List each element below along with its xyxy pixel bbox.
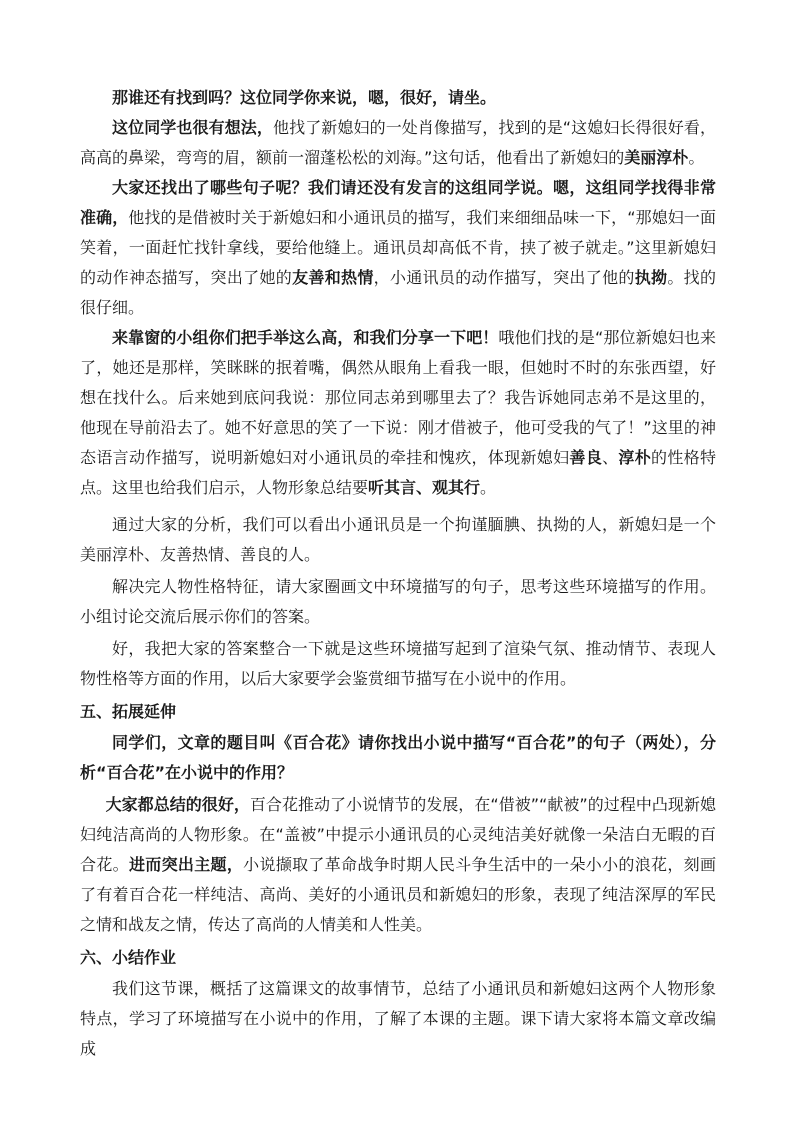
paragraph-8 <box>80 728 716 788</box>
paragraph-5-text: 通过大家的分析，我们可以看出小通讯员是一个拘谨腼腆、执拗的人，新媳妇是一个美丽淳朴、友善热情、善良的人。 <box>80 515 716 564</box>
paragraph-7-text: 好，我把大家的答案整合一下就是这些环境描写起到了渲染气氛、推动情节、表现人物性格等方面的作用，以后大家要学会鉴赏细节描写在小说中的作用。 <box>80 639 716 688</box>
paragraph-9-emphasis: 进而突出主题， <box>128 855 244 874</box>
paragraph-10 <box>80 974 716 1064</box>
paragraph-4-separator: 、 <box>602 448 619 467</box>
section-heading-6: 六、小结作业 <box>80 948 177 967</box>
paragraph-6-text: 解决完人物性格特征，请大家圈画文中环境描写的句子，思考这些环境描写的作用。小组讨论交流后展示你们的答案。 <box>80 577 716 626</box>
paragraph-3 <box>80 173 716 323</box>
paragraph-3-body: 他找的是借被时关于新媳妇和小通讯员的描写，我们来细细品味一下，“那媳妇一面笑着，一面赶忙找针拿线，要给他缝上。通讯员却高低不肯，挟了被子就走。”这里新媳妇的动作神态描写，突出了她的 <box>80 208 716 287</box>
paragraph-9 <box>80 790 716 940</box>
paragraph-10-text: 我们这节课，概括了这篇课文的故事情节，总结了小通讯员和新媳妇这两个人物形象特点，学习了环境描写在小说中的作用，了解了本课的主题。课下请大家将本篇文章改编成 <box>80 979 716 1058</box>
paragraph-2-lead: 这位同学也很有想法， <box>112 118 273 137</box>
paragraph-4 <box>80 323 716 503</box>
paragraph-4-body: 哦他们找的是“那位新媳妇也来了，她还是那样，笑眯眯的抿着嘴，偶然从眼角上看我一眼，但她时不时的东张西望，好想在找什么。后来她到底问我说：那位同志弟到哪里去了？我告诉她同志弟不是这里的，他现在导前沿去了。她不好意思的笑了一下说：刚才借被子，他可受我的气了！”这里的神态语言动作描写，说明新媳妇对小通讯员的牵挂和愧疚，体现新媳妇 <box>80 328 716 467</box>
paragraph-1 <box>80 83 716 113</box>
paragraph-3-emphasis-2: 执拗 <box>634 268 668 287</box>
paragraph-2-body: 他找了新媳妇的一处肖像描写，找到的是“这媳妇长得很好看，高高的鼻梁，弯弯的眉，额前一溜蓬松松的刘海。”这句话，他看出了新媳妇的 <box>80 118 716 167</box>
paragraph-3-lead: 大家还找出了哪些句子呢？我们请还没有发言的这组同学说。嗯，这组同学找得非常准确， <box>80 178 716 227</box>
paragraph-4-emphasis-2: 淳朴 <box>618 448 652 467</box>
paragraph-2-end: 。 <box>688 148 705 167</box>
paragraph-2-emphasis: 美丽淳朴 <box>624 148 689 167</box>
paragraph-4-mid: 的性格特点。这里也给我们启示，人物形象总结要 <box>80 448 716 497</box>
paragraph-4-lead: 来靠窗的小组你们把手举这么高，和我们分享一下吧！ <box>112 328 499 347</box>
section-heading-5: 五、拓展延伸 <box>80 702 177 721</box>
paragraph-4-emphasis-1: 善良 <box>569 448 603 467</box>
paragraph-7 <box>80 634 716 694</box>
paragraph-3-emphasis-1: 友善和热情 <box>292 268 374 287</box>
paragraph-9-body: 百合花推动了小说情节的发展，在“借被”“献被”的过程中凸现新媳妇纯洁高尚的人物形象。在“盖被”中提示小通讯员的心灵纯洁美好就像一朵洁白无暇的百合花。 <box>80 795 716 874</box>
paragraph-1-text: 那谁还有找到吗？这位同学你来说，嗯，很好，请坐。 <box>112 88 497 107</box>
paragraph-3-end: 。找的很仔细。 <box>80 268 716 317</box>
paragraph-4-emphasis-3: 听其言、观其行 <box>368 478 481 497</box>
paragraph-9-end: 小说撷取了革命战争时期人民斗争生活中的一朵小小的浪花，刻画了有着百合花一样纯洁、高尚、美好的小通讯员和新媳妇的形象，表现了纯洁深厚的军民之情和战友之情，传达了高尚的人情美和人性美。 <box>80 855 716 934</box>
paragraph-9-lead: 大家都总结的很好， <box>105 795 250 814</box>
paragraph-6 <box>80 572 716 632</box>
paragraph-5 <box>80 510 716 570</box>
paragraph-3-mid: ，小通讯员的动作描写，突出了他的 <box>373 268 635 287</box>
paragraph-8-text: 同学们，文章的题目叫《百合花》请你找出小说中描写“百合花”的句子（两处），分析“百合花”在小说中的作用？ <box>80 733 716 782</box>
paragraph-4-end: 。 <box>480 478 497 497</box>
paragraph-2 <box>80 113 716 173</box>
